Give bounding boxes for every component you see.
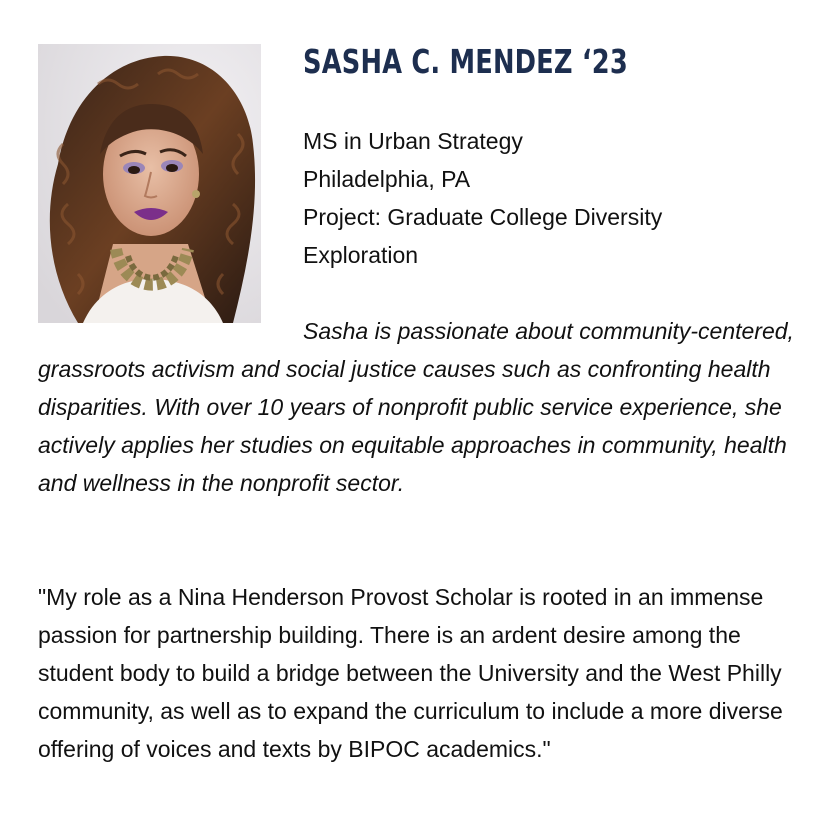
bio-paragraph bbox=[38, 312, 798, 502]
profile-photo bbox=[38, 44, 261, 323]
location-text: Philadelphia, PA bbox=[303, 166, 471, 192]
project-text-line-2: Exploration bbox=[303, 242, 419, 268]
scholar-quote: "My role as a Nina Henderson Provost Scholar is rooted in an immense passion for partnership building. There is an ardent desire among the student body to build a bridge between the University and the West Philly community, as well as to expand the curriculum to include a more diverse offering of voices and texts by BIPOC academics." bbox=[38, 584, 783, 762]
scholar-name: SASHA C. MENDEZ ‘23 bbox=[303, 42, 628, 81]
project-text-line-1: Project: Graduate College Diversity bbox=[303, 204, 663, 230]
scholar-details bbox=[303, 122, 803, 274]
degree-text: MS in Urban Strategy bbox=[303, 128, 523, 154]
bio-text: Sasha is passionate about community-centered, grassroots activism and social justice causes such as confronting health disparities. With over 10 years of nonprofit public service experience, she actively applies her studies on equitable approaches in community, health and wellness in the nonprofit sector. bbox=[38, 318, 794, 496]
